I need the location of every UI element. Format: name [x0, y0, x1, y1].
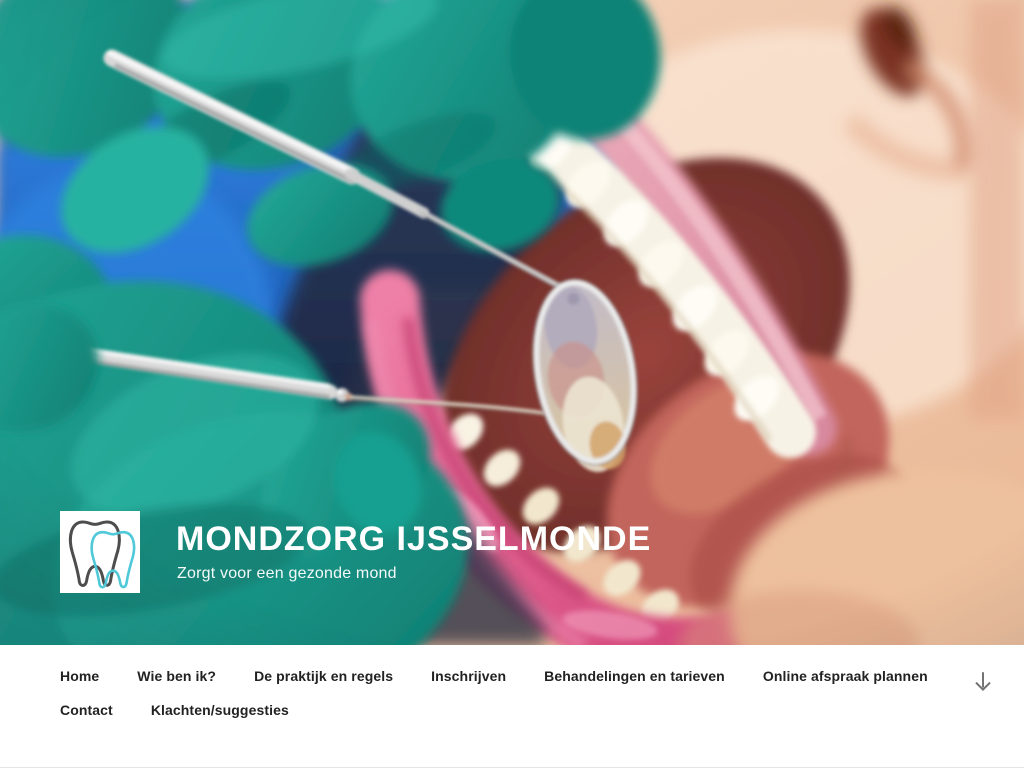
nav-item-inschrijven[interactable]: Inschrijven — [431, 668, 507, 684]
site-branding — [60, 511, 651, 593]
menu-row-2 — [60, 703, 914, 718]
nav-item-wie-ben-ik[interactable]: Wie ben ik? — [137, 668, 217, 684]
site-titles — [176, 511, 651, 584]
site-title — [176, 520, 651, 558]
top-menu — [0, 645, 1024, 718]
menu-row-1 — [60, 668, 928, 684]
site-tagline: Zorgt voor een gezonde mond — [177, 565, 397, 582]
nav-item-behandelingen-en-tarieven[interactable]: Behandelingen en tarieven — [544, 668, 725, 684]
site-title-link[interactable]: MONDZORG IJSSELMONDE — [176, 520, 652, 558]
main-navigation — [0, 645, 1024, 768]
double-tooth-icon — [60, 511, 140, 593]
nav-item-online-afspraak-plannen[interactable]: Online afspraak plannen — [762, 668, 928, 684]
nav-item-home[interactable]: Home — [60, 668, 100, 684]
nav-item-de-praktijk-en-regels[interactable]: De praktijk en regels — [254, 668, 394, 684]
arrow-down-icon — [970, 669, 996, 695]
scroll-down-button[interactable] — [966, 665, 1000, 699]
nav-item-klachten-suggesties[interactable]: Klachten/suggesties — [150, 702, 289, 718]
site-logo[interactable] — [60, 511, 140, 593]
nav-item-contact[interactable]: Contact — [60, 702, 113, 718]
